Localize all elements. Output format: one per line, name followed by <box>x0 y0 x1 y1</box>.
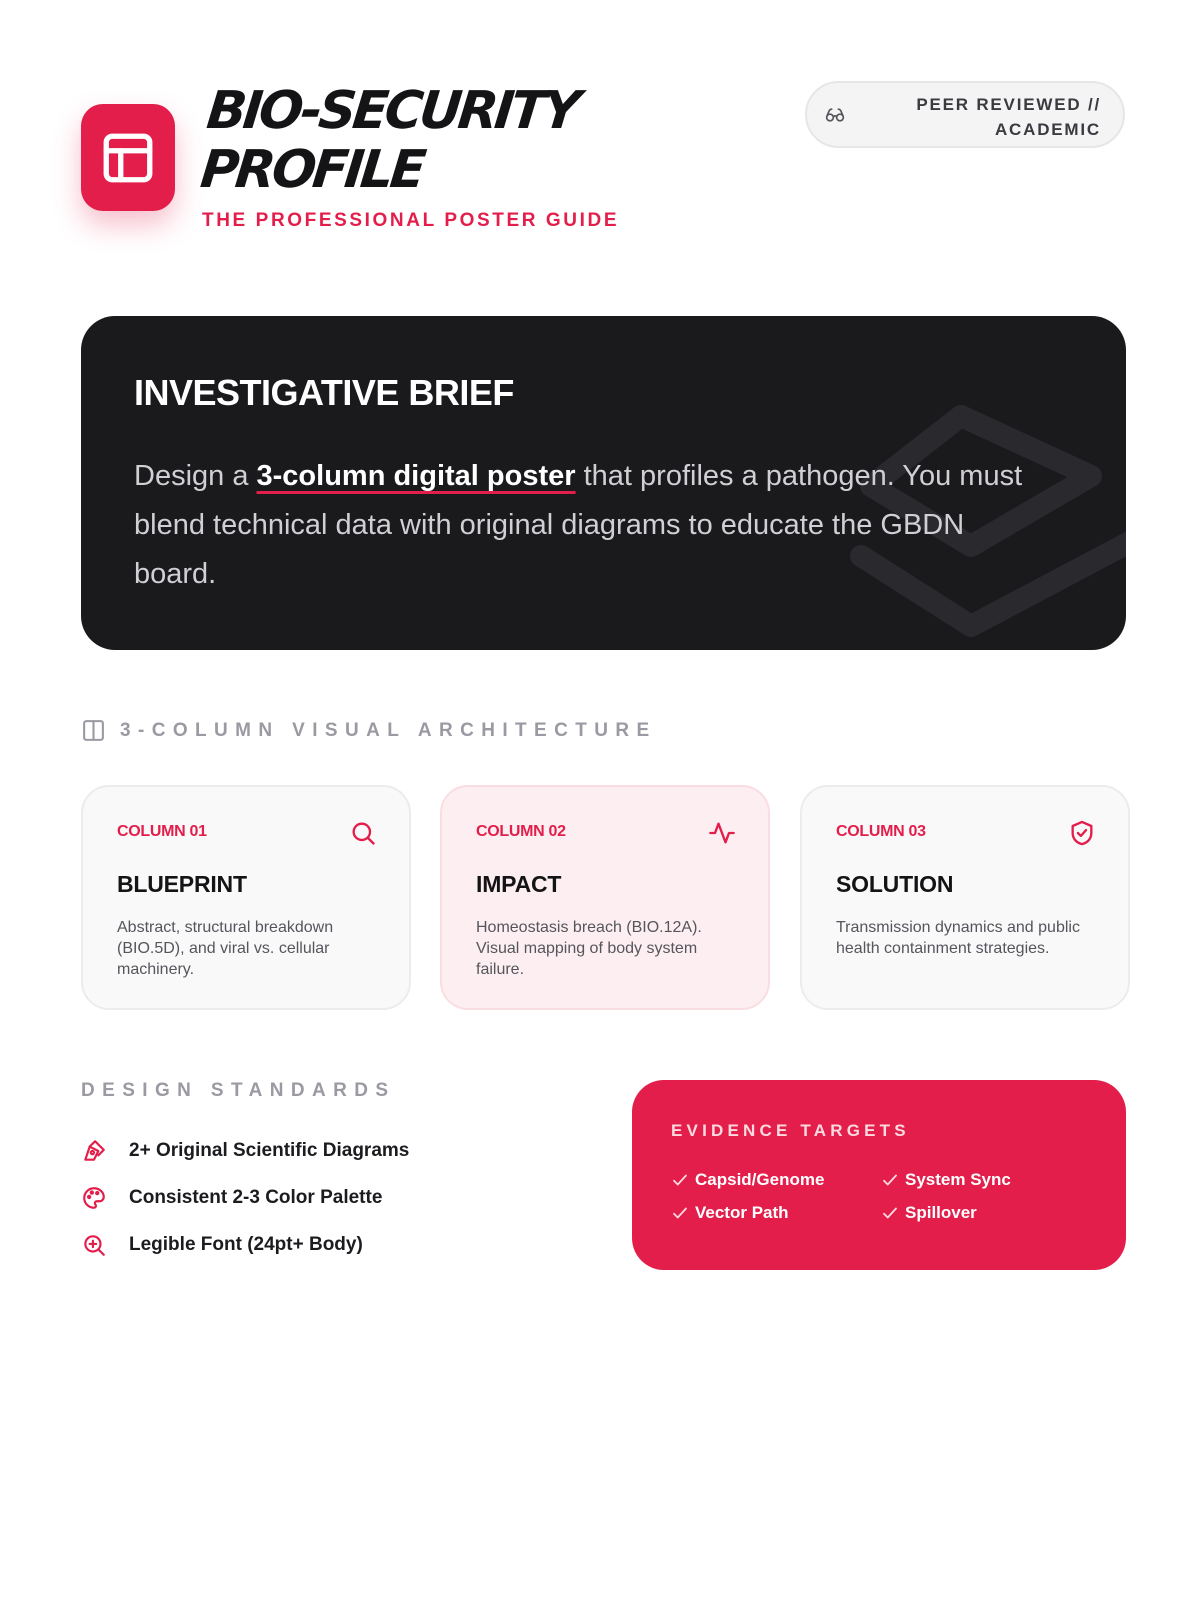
investigative-brief-card <box>81 316 1126 650</box>
peer-reviewed-badge <box>805 81 1125 148</box>
standard-label: 2+ Original Scientific Diagrams <box>129 1140 410 1161</box>
check-icon <box>671 1171 689 1189</box>
design-standards-label: DESIGN STANDARDS <box>81 1080 396 1101</box>
column-kicker: COLUMN 03 <box>836 823 926 840</box>
zoom-in-icon <box>81 1232 107 1258</box>
pen-icon <box>81 1138 107 1164</box>
standard-label: Legible Font (24pt+ Body) <box>129 1234 363 1255</box>
activity-icon <box>708 819 736 847</box>
check-icon <box>671 1204 689 1222</box>
standard-label: Consistent 2-3 Color Palette <box>129 1187 383 1208</box>
evidence-item <box>671 1170 824 1190</box>
column-description: Transmission dynamics and public health containment strategies. <box>836 919 1080 957</box>
standard-item <box>81 1232 363 1258</box>
evidence-targets-card <box>632 1080 1126 1270</box>
search-icon <box>349 819 377 847</box>
shield-icon <box>1068 819 1096 847</box>
evidence-item <box>671 1203 789 1223</box>
palette-icon <box>81 1185 107 1211</box>
brief-text-start: Design a <box>134 460 257 492</box>
evidence-label: Spillover <box>905 1203 977 1222</box>
column-description: Abstract, structural breakdown (BIO.5D), and viral vs. cellular machinery. <box>117 919 334 978</box>
standard-item <box>81 1138 409 1164</box>
column-kicker: COLUMN 02 <box>476 823 566 840</box>
brief-highlight: 3-column digital poster <box>256 460 576 492</box>
check-icon <box>881 1204 899 1222</box>
evidence-item <box>881 1203 977 1223</box>
columns-icon <box>81 718 106 743</box>
badge-text <box>881 92 1101 142</box>
glasses-icon <box>825 105 845 125</box>
check-icon <box>881 1171 899 1189</box>
evidence-title: EVIDENCE TARGETS <box>671 1121 910 1140</box>
layout-icon <box>81 104 175 211</box>
column-title: IMPACT <box>476 871 562 897</box>
column-card-blueprint <box>81 785 411 1010</box>
brief-title: INVESTIGATIVE BRIEF <box>134 372 514 413</box>
title-line-2: PROFILE <box>197 140 426 200</box>
column-description: Homeostasis breach (BIO.12A). Visual mapping of body system failure. <box>476 919 702 978</box>
column-title: SOLUTION <box>836 871 954 897</box>
badge-line-1: PEER REVIEWED // <box>916 95 1101 114</box>
badge-line-2: ACADEMIC <box>994 120 1101 139</box>
column-title: BLUEPRINT <box>117 871 247 897</box>
page-title <box>198 82 580 200</box>
brief-text-end: that profiles a pathogen. You must blend technical data with original diagrams to educate the GBDN board. <box>134 460 1023 590</box>
evidence-label: Vector Path <box>695 1203 789 1222</box>
title-line-1: BIO-SECURITY <box>204 81 580 141</box>
column-kicker: COLUMN 01 <box>117 823 207 840</box>
standard-item <box>81 1185 382 1211</box>
column-card-impact <box>440 785 770 1010</box>
architecture-label: 3-COLUMN VISUAL ARCHITECTURE <box>120 719 657 741</box>
brief-text <box>134 452 1034 599</box>
architecture-section-label <box>81 718 657 743</box>
evidence-label: Capsid/Genome <box>695 1170 825 1189</box>
evidence-item <box>881 1170 1011 1190</box>
column-card-solution <box>800 785 1130 1010</box>
evidence-label: System Sync <box>905 1170 1011 1189</box>
page-subtitle: THE PROFESSIONAL POSTER GUIDE <box>202 210 620 231</box>
